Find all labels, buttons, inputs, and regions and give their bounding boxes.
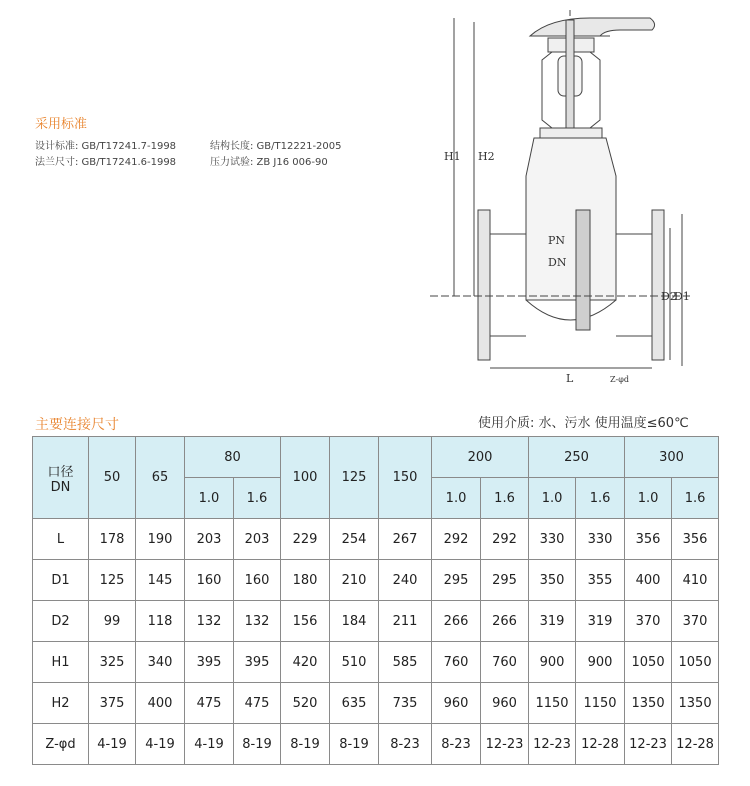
d2-label: D2 xyxy=(661,290,677,303)
table-cell: 229 xyxy=(281,519,330,560)
table-row xyxy=(33,601,719,642)
table-cell: 635 xyxy=(330,683,379,724)
dn-header: 300 xyxy=(625,437,719,478)
table-title: 主要连接尺寸 xyxy=(35,417,119,433)
table-cell: 254 xyxy=(330,519,379,560)
table-cell: 184 xyxy=(330,601,379,642)
table-cell: 211 xyxy=(379,601,432,642)
corner-label-2: DN xyxy=(50,479,71,495)
h1-label: H1 xyxy=(444,150,461,163)
table-cell: 735 xyxy=(379,683,432,724)
table-cell: 760 xyxy=(432,642,481,683)
dn-header: 65 xyxy=(136,437,185,519)
table-cell: 420 xyxy=(281,642,330,683)
pressure-header: 1.6 xyxy=(576,478,625,519)
table-cell: 900 xyxy=(576,642,625,683)
l-label: L xyxy=(566,372,574,385)
table-cell: 295 xyxy=(432,560,481,601)
table-row xyxy=(33,683,719,724)
dn-header: 200 xyxy=(432,437,529,478)
table-cell: 203 xyxy=(185,519,234,560)
dn-header: 125 xyxy=(330,437,379,519)
table-cell: 375 xyxy=(89,683,136,724)
table-cell: 960 xyxy=(481,683,529,724)
table-cell: 475 xyxy=(185,683,234,724)
dn-label: DN xyxy=(548,256,567,269)
table-cell: 1050 xyxy=(625,642,672,683)
dimensions-table xyxy=(32,436,719,765)
table-cell: 190 xyxy=(136,519,185,560)
dn-header: 150 xyxy=(379,437,432,519)
table-cell: 267 xyxy=(379,519,432,560)
pressure-header: 1.6 xyxy=(234,478,281,519)
row-label: H1 xyxy=(33,642,89,683)
table-cell: 210 xyxy=(330,560,379,601)
pn-label: PN xyxy=(548,234,566,247)
table-cell: 12-28 xyxy=(672,724,719,765)
table-cell: 1350 xyxy=(625,683,672,724)
table-cell: 510 xyxy=(330,642,379,683)
table-cell: 295 xyxy=(481,560,529,601)
pressure-header: 1.6 xyxy=(672,478,719,519)
structure-length-standard: 结构长度: GB/T12221-2005 xyxy=(210,141,342,152)
corner-label-1: 口径 xyxy=(47,464,74,480)
table-cell: 319 xyxy=(576,601,625,642)
pressure-header: 1.0 xyxy=(185,478,234,519)
table-cell: 356 xyxy=(625,519,672,560)
table-cell: 475 xyxy=(234,683,281,724)
table-cell: 156 xyxy=(281,601,330,642)
table-cell: 160 xyxy=(185,560,234,601)
pressure-header: 1.6 xyxy=(481,478,529,519)
table-cell: 370 xyxy=(625,601,672,642)
table-cell: 125 xyxy=(89,560,136,601)
table-cell: 350 xyxy=(529,560,576,601)
design-standard: 设计标准: GB/T17241.7-1998 xyxy=(35,141,177,152)
table-cell: 292 xyxy=(432,519,481,560)
table-cell: 8-23 xyxy=(379,724,432,765)
table-cell: 330 xyxy=(529,519,576,560)
table-cell: 1150 xyxy=(576,683,625,724)
pressure-header: 1.0 xyxy=(625,478,672,519)
table-cell: 12-23 xyxy=(529,724,576,765)
dn-header: 100 xyxy=(281,437,330,519)
table-cell: 292 xyxy=(481,519,529,560)
medium-info: 使用介质: 水、污水 使用温度≤60℃ xyxy=(478,416,689,431)
corner-cell xyxy=(33,437,89,519)
table-cell: 8-19 xyxy=(281,724,330,765)
d1-label: D1 xyxy=(674,290,690,303)
table-cell: 410 xyxy=(672,560,719,601)
table-row xyxy=(33,642,719,683)
table-cell: 356 xyxy=(672,519,719,560)
table-cell: 8-19 xyxy=(330,724,379,765)
standards-title: 采用标准 xyxy=(35,117,88,132)
table-row xyxy=(33,519,719,560)
table-cell: 132 xyxy=(234,601,281,642)
flange-size-standard: 法兰尺寸: GB/T17241.6-1998 xyxy=(35,157,177,168)
table-cell: 118 xyxy=(136,601,185,642)
table-cell: 1150 xyxy=(529,683,576,724)
table-cell: 266 xyxy=(432,601,481,642)
table-cell: 900 xyxy=(529,642,576,683)
table-cell: 178 xyxy=(89,519,136,560)
table-cell: 240 xyxy=(379,560,432,601)
table-cell: 395 xyxy=(185,642,234,683)
table-cell: 1050 xyxy=(672,642,719,683)
table-cell: 160 xyxy=(234,560,281,601)
table-cell: 8-19 xyxy=(234,724,281,765)
dn-header: 50 xyxy=(89,437,136,519)
table-cell: 12-23 xyxy=(625,724,672,765)
table-cell: 330 xyxy=(576,519,625,560)
table-cell: 145 xyxy=(136,560,185,601)
table-cell: 1350 xyxy=(672,683,719,724)
table-cell: 585 xyxy=(379,642,432,683)
table-cell: 8-23 xyxy=(432,724,481,765)
gate-valve-drawing xyxy=(430,0,690,400)
table-cell: 4-19 xyxy=(136,724,185,765)
table-cell: 355 xyxy=(576,560,625,601)
table-row xyxy=(33,724,719,765)
row-label: L xyxy=(33,519,89,560)
table-cell: 266 xyxy=(481,601,529,642)
table-cell: 12-23 xyxy=(481,724,529,765)
table-cell: 395 xyxy=(234,642,281,683)
table-cell: 180 xyxy=(281,560,330,601)
table-cell: 960 xyxy=(432,683,481,724)
zd-label: Z-φd xyxy=(610,375,629,384)
table-cell: 340 xyxy=(136,642,185,683)
dn-header: 80 xyxy=(185,437,281,478)
table-cell: 400 xyxy=(136,683,185,724)
table-cell: 400 xyxy=(625,560,672,601)
table-cell: 4-19 xyxy=(185,724,234,765)
row-label: H2 xyxy=(33,683,89,724)
row-label: D2 xyxy=(33,601,89,642)
table-cell: 132 xyxy=(185,601,234,642)
table-cell: 520 xyxy=(281,683,330,724)
pressure-header: 1.0 xyxy=(529,478,576,519)
row-label: Z-φd xyxy=(33,724,89,765)
table-cell: 319 xyxy=(529,601,576,642)
dn-header: 250 xyxy=(529,437,625,478)
table-cell: 12-28 xyxy=(576,724,625,765)
h2-label: H2 xyxy=(478,150,495,163)
table-cell: 760 xyxy=(481,642,529,683)
pressure-test-standard: 压力试验: ZB J16 006-90 xyxy=(210,157,328,168)
table-row xyxy=(33,560,719,601)
pressure-header: 1.0 xyxy=(432,478,481,519)
table-cell: 370 xyxy=(672,601,719,642)
row-label: D1 xyxy=(33,560,89,601)
table-cell: 99 xyxy=(89,601,136,642)
table-cell: 203 xyxy=(234,519,281,560)
table-cell: 4-19 xyxy=(89,724,136,765)
table-cell: 325 xyxy=(89,642,136,683)
